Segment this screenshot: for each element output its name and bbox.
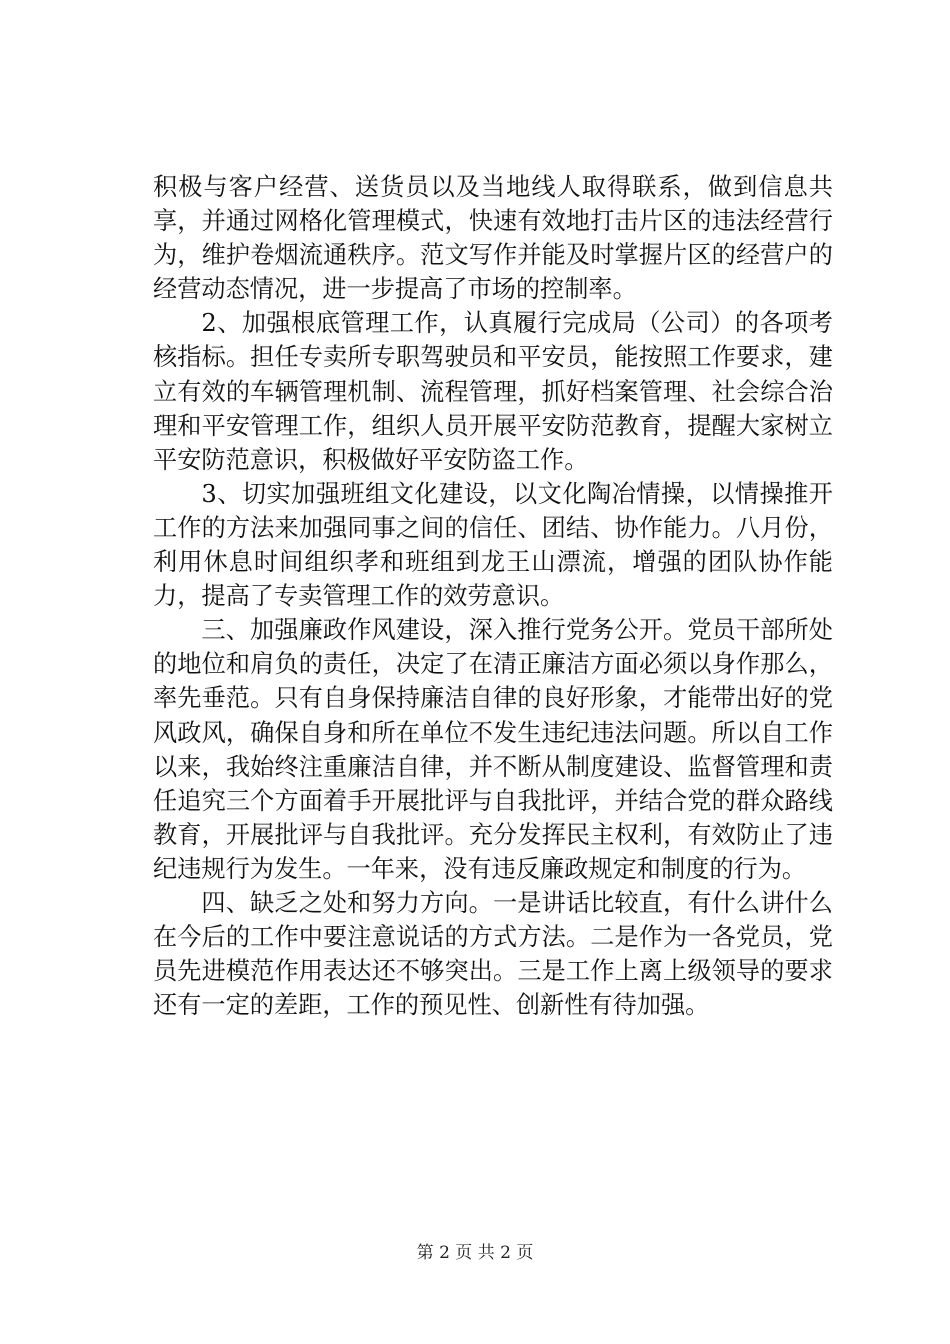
paragraph-team-culture: 3、切实加强班组文化建设，以文化陶冶情操，以情操推开工作的方法来加强同事之间的信任、团结、协作能力。八月份，利用休息时间组织孝和班组到龙王山漂流，增强的团队协作能力，提高了专卖管理工作的效劳意识。 — [153, 479, 833, 611]
paragraph-integrity: 三、加强廉政作风建设，深入推行党务公开。党员干部所处的地位和肩负的责任，决定了在清正廉洁方面必须以身作那么，率先垂范。只有自身保持廉洁自律的良好形象，才能带出好的党风政风，确保自身和所在单位不发生违纪违法问题。所以自工作以来，我始终注重廉洁自律，并不断从制度建设、监督管理和责任追究三个方面着手开展批评与自我批评，并结合党的群众路线教育，开展批评与自我批评。充分发挥民主权利，有效防止了违纪违规行为发生。一年来，没有违反廉政规定和制度的行为。 — [153, 616, 833, 883]
paragraph-continuation: 积极与客户经营、送货员以及当地线人取得联系，做到信息共享，并通过网格化管理模式，快速有效地打击片区的违法经营行为，维护卷烟流通秩序。范文写作并能及时掌握片区的经营户的经营动态情况，进一步提高了市场的控制率。 — [153, 173, 833, 304]
paragraph-basic-management: 2、加强根底管理工作，认真履行完成局（公司）的各项考核指标。担任专卖所专职驾驶员和平安员，能按照工作要求，建立有效的车辆管理机制、流程管理，抓好档案管理、社会综合治理和平安管理工作，组织人员开展平安防范教育，提醒大家树立平安防范意识，积极做好平安防盗工作。 — [153, 309, 833, 474]
paragraph-shortcomings: 四、缺乏之处和努力方向。一是讲话比较直，有什么讲什么在今后的工作中要注意说话的方式方法。二是作为一各党员，党员先进模范作用表达还不够突出。三是工作上离上级领导的要求还有一定的差距，工作的预见性、创新性有待加强。 — [153, 888, 833, 1020]
body-text — [153, 170, 833, 1022]
page-footer: 第 2 页 共 2 页 — [416, 1243, 534, 1263]
